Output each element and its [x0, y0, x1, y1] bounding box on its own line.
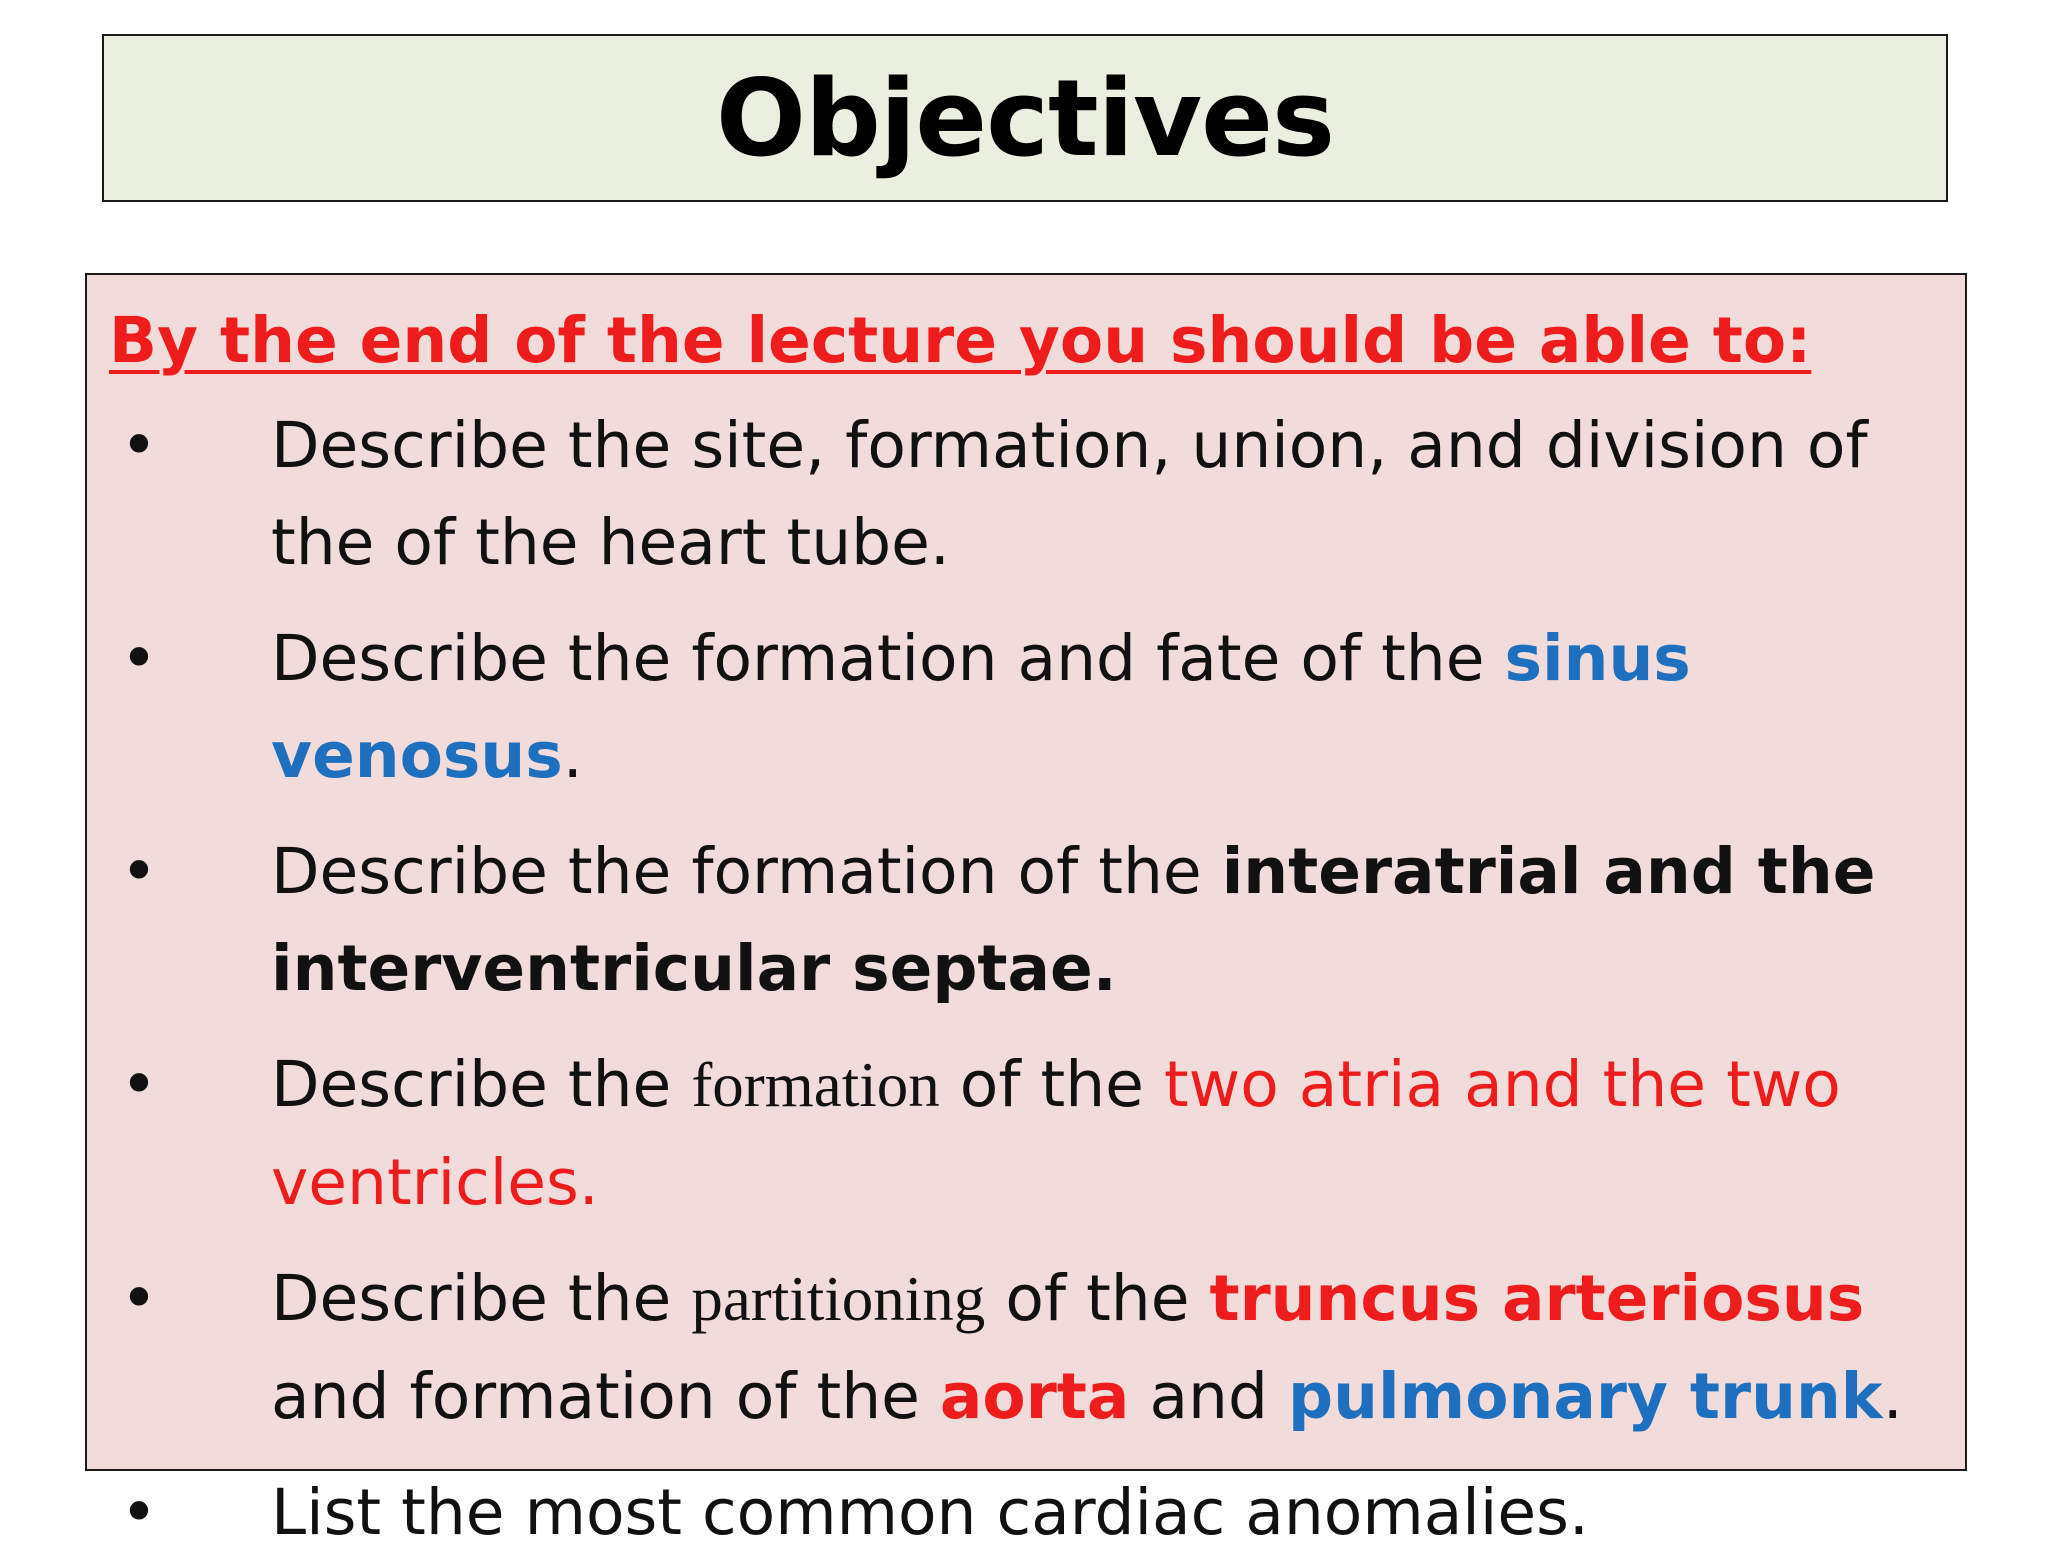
objective-text: Describe the: [271, 1048, 692, 1121]
objective-item-6: [109, 1464, 1945, 1561]
title-box: [102, 34, 1948, 202]
intro-heading: By the end of the lecture you should be able to:: [109, 304, 1812, 377]
objectives-box: [85, 273, 1967, 1549]
objective-text: List the most common cardiac anomalies.: [271, 1476, 1589, 1549]
objective-middle: of the: [939, 1048, 1164, 1121]
objective-item-2: [109, 610, 1945, 804]
serif-word-partitioning: partitioning: [691, 1264, 986, 1334]
objective-text: Describe the site, formation, union, and division of the of the heart tube.: [271, 409, 1868, 579]
serif-word-formation: formation: [691, 1050, 940, 1120]
term-sinus-venosus: sinus venosus: [271, 622, 1691, 792]
bullet-icon: •: [120, 409, 158, 482]
bullet-icon: •: [120, 1262, 158, 1335]
objective-item-3: [109, 823, 1945, 1017]
slide-title: Objectives: [715, 56, 1335, 180]
objective-middle: of the: [985, 1262, 1210, 1335]
objective-text: Describe the formation of the: [271, 835, 1222, 908]
bullet-icon: •: [120, 835, 158, 908]
objective-suffix: .: [562, 719, 583, 792]
objective-text: Describe the formation and fate of the: [271, 622, 1505, 695]
bullet-icon: •: [120, 1476, 158, 1549]
objectives-list: [109, 397, 1945, 1561]
term-septae: interatrial and the interventricular septae.: [271, 835, 1876, 1005]
objective-item-4: [109, 1036, 1945, 1231]
objective-item-1: [109, 397, 1945, 591]
term-truncus-arteriosus: truncus arteriosus: [1209, 1262, 1865, 1335]
bullet-icon: •: [120, 622, 158, 695]
bullet-icon: •: [120, 1048, 158, 1121]
objective-middle-3: and: [1129, 1360, 1288, 1433]
term-aorta: aorta: [939, 1360, 1130, 1433]
term-pulmonary-trunk: pulmonary trunk: [1288, 1360, 1883, 1433]
term-atria-ventricles: two atria and the two ventricles.: [271, 1048, 1841, 1219]
objective-text: Describe the: [271, 1262, 692, 1335]
objective-suffix: .: [1882, 1360, 1903, 1433]
objective-middle-2: and formation of the: [271, 1360, 940, 1433]
objective-item-5: [109, 1250, 1945, 1445]
